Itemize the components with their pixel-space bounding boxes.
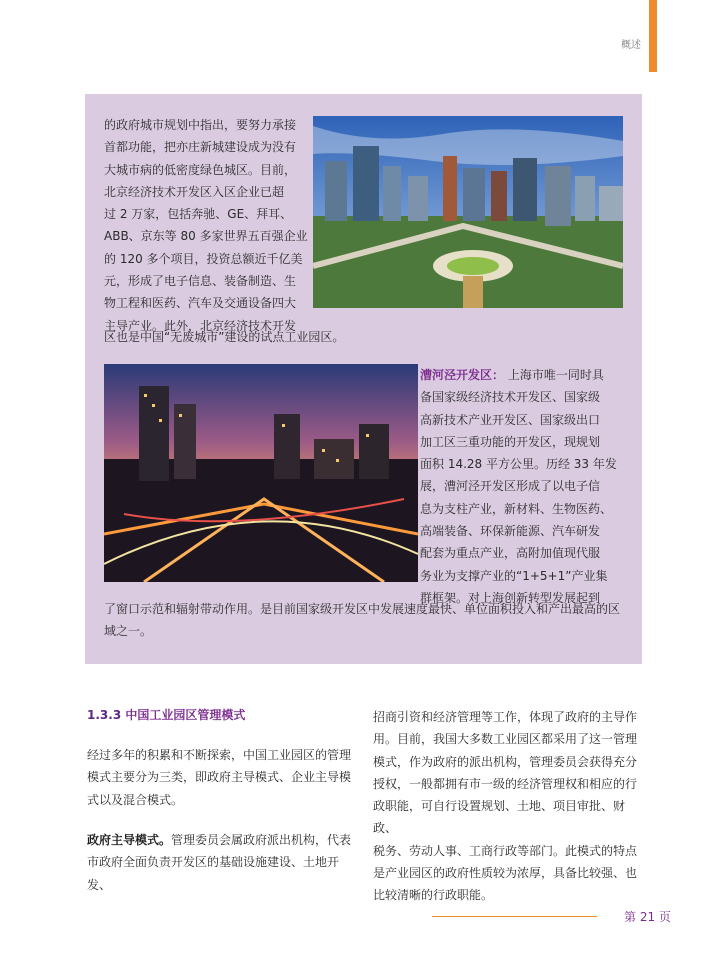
beijing-paragraph: 的政府城市规划中指出，要努力承接 首都功能，把亦庄新城建设成为没有 大城市病的低密度绿色城区。目前， 北京经济技术开发区入区企业已超 过 2 万家，包括奔驰、GE、拜耳、 ABB、京东等 80 多家世界五百强企业 的 120 多个项目，投资总额近千亿美 元，形成了电子信息、装备制造、生 物工程和医药、汽车及交通设备四大 主导产业。此外，北京经济技术开发 — [104, 118, 308, 333]
intro-paragraph: 经过多年的积累和不断探索，中国工业园区的管理 模式主要分为三类，即政府主导模式、企业主导模 式以及混合模式。 — [87, 748, 352, 807]
government-mode-label: 政府主导模式。 — [87, 833, 172, 847]
caohejing-heading: 漕河泾开发区： — [420, 368, 505, 382]
caohejing-text: 上海市唯一同时具 备国家级经济技术开发区、国家级 高新技术产业开发区、国家级出口 加工区三重功能的开发区，现规划 面积 14.28 平方公里。历经 33 年发 展，漕河泾开发区形成了以电子信 息为支柱产业，新材料、生物医药、 高端装备、环保新能源、汽车研发 配套为重点产业，高附加值现代服 务业为支撑产业的“1+5+1”产业集 群框架。对上海创新转型发展起到 — [420, 368, 617, 605]
government-mode-paragraph — [87, 829, 357, 896]
header-accent-bar — [649, 0, 657, 72]
beijing-photo — [313, 116, 623, 308]
section-label: 概述 — [621, 40, 641, 51]
page-number: 第 21 页 — [624, 910, 671, 924]
section-heading — [87, 706, 245, 723]
beijing-paragraph-tail: 区也是中国“无废城市”建设的试点工业园区。 — [104, 330, 345, 344]
caohejing-paragraph-tail: 了窗口示范和辐射带动作用。是目前国家级开发区中发展速度最快、单位面积投入和产出最高的区 域之一。 — [104, 602, 621, 639]
section-title: 中国工业园区管理模式 — [125, 708, 246, 722]
section-number: 1.3.3 — [87, 708, 122, 722]
government-mode-text: 管理委员会属政府派出机构，代表 市政府全面负责开发区的基础设施建设、土地开发、 — [87, 833, 352, 892]
footer-rule — [432, 916, 597, 917]
right-column-paragraph: 招商引资和经济管理等工作，体现了政府的主导作 用。目前，我国大多数工业园区都采用了这一管理 模式，作为政府的派出机构，管理委员会获得充分 授权，一般都拥有市一级的经济管理权和相应的行 政职能，可自行设置规划、土地、项目审批、财政、 税务、劳动人事、工商行政等部门。此模式的特点 是产业园区的政府性质较为浓厚，具备比较强、也 比较清晰的行政职能。 — [373, 710, 638, 903]
caohejing-photo — [104, 364, 418, 582]
city-day-image — [313, 116, 623, 308]
city-night-image — [104, 364, 418, 582]
caohejing-paragraph — [420, 364, 628, 609]
